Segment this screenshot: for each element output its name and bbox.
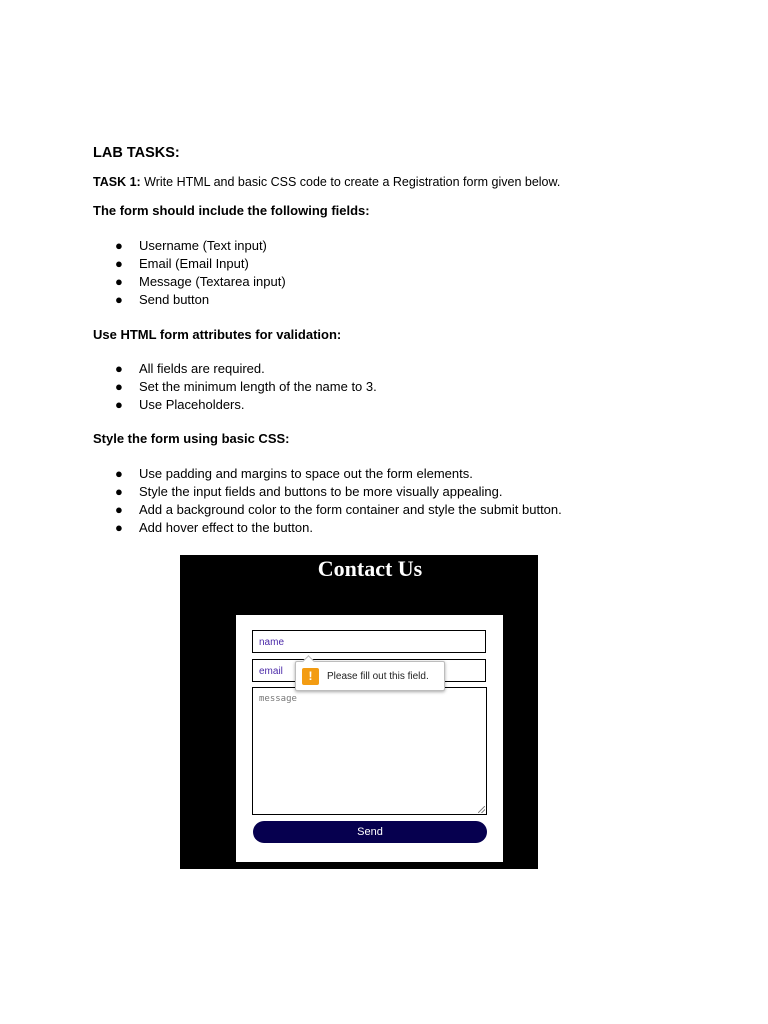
tooltip-message: Please fill out this field. [327, 671, 429, 682]
form-screenshot [180, 555, 538, 869]
task-1-text: Write HTML and basic CSS code to create a Registration form given below. [140, 175, 561, 189]
lab-tasks-heading: LAB TASKS: [93, 145, 180, 161]
list-item: ● Message (Textarea input) [115, 274, 286, 289]
list-item: ● Add a background color to the form container and style the submit button. [115, 502, 562, 517]
tooltip-arrow [302, 655, 315, 668]
warning-icon: ! [302, 668, 319, 685]
message-textarea[interactable] [252, 687, 487, 815]
list-item: ● Set the minimum length of the name to 3. [115, 379, 377, 394]
message-placeholder: message [259, 694, 297, 704]
resize-handle-icon[interactable] [478, 806, 485, 813]
list-item: ● All fields are required. [115, 361, 265, 376]
form-card [236, 615, 503, 862]
email-input[interactable]: email [252, 659, 486, 682]
contact-us-title: Contact Us [317, 556, 423, 581]
list-item: ● Email (Email Input) [115, 256, 249, 271]
list-item: ● Send button [115, 292, 210, 307]
validation-list [115, 360, 377, 414]
fields-list [115, 237, 286, 309]
list-item: ● Use padding and margins to space out the form elements. [115, 466, 473, 481]
style-list [115, 465, 562, 537]
task-1-line [93, 175, 560, 189]
validation-section-title: Use HTML form attributes for validation: [93, 327, 342, 342]
validation-tooltip [295, 661, 445, 691]
send-button[interactable]: Send [253, 821, 487, 843]
style-section-title: Style the form using basic CSS: [93, 431, 290, 446]
list-item: ● Add hover effect to the button. [115, 520, 313, 535]
list-item: ● Username (Text input) [115, 238, 267, 253]
list-item: ● Style the input fields and buttons to be more visually appealing. [115, 484, 503, 499]
list-item: ● Use Placeholders. [115, 397, 245, 412]
fields-section-title: The form should include the following fields: [93, 203, 370, 218]
task-1-label: TASK 1: [93, 175, 141, 189]
name-input[interactable]: name [252, 630, 486, 653]
